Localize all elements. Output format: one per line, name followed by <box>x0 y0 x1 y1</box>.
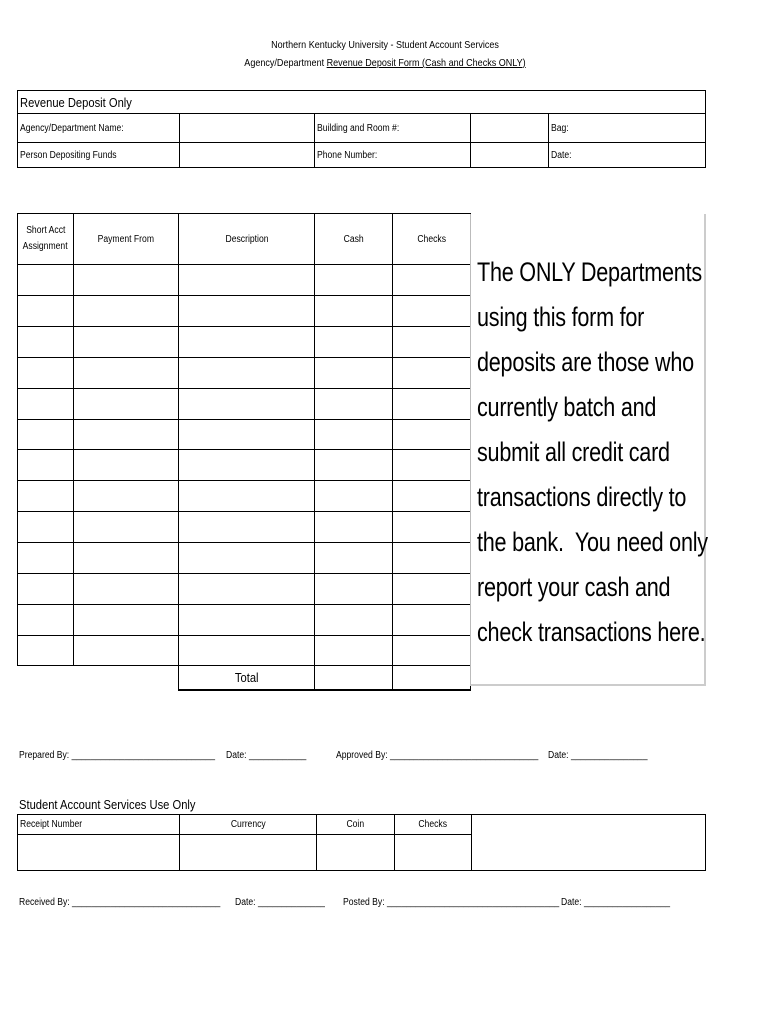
payment-row <box>18 574 471 605</box>
payment-row <box>18 512 471 543</box>
revenue-deposit-title: Revenue Deposit Only <box>20 94 132 110</box>
payment-from-cell[interactable] <box>73 420 178 450</box>
receipt-number-label: Receipt Number <box>20 819 83 830</box>
checks-field[interactable] <box>394 835 472 871</box>
description-cell[interactable] <box>178 636 315 666</box>
payment-from-cell[interactable] <box>73 450 178 481</box>
sas-notes-field[interactable] <box>472 815 706 871</box>
revenue-deposit-table <box>17 90 706 168</box>
short-acct-cell[interactable] <box>18 450 74 481</box>
payment-from-cell[interactable] <box>73 327 178 358</box>
short-acct-cell[interactable] <box>18 389 74 420</box>
col-short-acct-line2: Assignment <box>23 241 68 252</box>
cash-cell[interactable] <box>315 327 393 358</box>
received-date-field[interactable]: Date: ______________ <box>235 897 325 908</box>
short-acct-cell[interactable] <box>18 265 74 296</box>
payment-row <box>18 605 471 636</box>
cash-cell[interactable] <box>315 605 393 636</box>
payment-row <box>18 636 471 666</box>
short-acct-cell[interactable] <box>18 543 74 574</box>
cash-cell[interactable] <box>315 512 393 543</box>
description-cell[interactable] <box>178 389 315 420</box>
payment-from-cell[interactable] <box>73 358 178 389</box>
date-label: Date: <box>551 149 572 161</box>
payment-row <box>18 481 471 512</box>
received-by-field[interactable]: Received By: _______________________________ <box>19 897 221 908</box>
coin-label: Coin <box>346 819 365 830</box>
description-cell[interactable] <box>178 481 315 512</box>
checks-cell[interactable] <box>393 543 471 574</box>
currency-field[interactable] <box>180 835 316 871</box>
instruction-note-line: report your cash and <box>477 572 671 602</box>
instruction-note-line: using this form for <box>477 302 645 332</box>
agency-name-label: Agency/Department Name: <box>20 122 124 134</box>
checks-cell[interactable] <box>393 574 471 605</box>
payment-from-cell[interactable] <box>73 543 178 574</box>
description-cell[interactable] <box>178 265 315 296</box>
description-cell[interactable] <box>178 543 315 574</box>
receipt-number-field[interactable] <box>18 835 180 871</box>
description-cell[interactable] <box>178 574 315 605</box>
cash-cell[interactable] <box>315 358 393 389</box>
instruction-note-line: deposits are those who <box>477 347 694 377</box>
cash-cell[interactable] <box>315 574 393 605</box>
instruction-note-line: the bank. You need only <box>477 527 708 557</box>
bag-field[interactable] <box>549 114 706 143</box>
form-title <box>54 57 716 69</box>
agency-name-field[interactable] <box>180 114 315 143</box>
payment-row <box>18 358 471 389</box>
payments-table <box>17 213 471 691</box>
total-row-spacer <box>18 666 74 690</box>
col-checks: Checks <box>417 233 446 245</box>
short-acct-cell[interactable] <box>18 420 74 450</box>
checks-cell[interactable] <box>393 265 471 296</box>
checks-cell[interactable] <box>393 296 471 327</box>
short-acct-cell[interactable] <box>18 574 74 605</box>
short-acct-cell[interactable] <box>18 636 74 666</box>
coin-field[interactable] <box>316 835 394 871</box>
cash-cell[interactable] <box>315 265 393 296</box>
instruction-note-line: submit all credit card <box>477 437 670 467</box>
bag-label: Bag: <box>551 122 569 134</box>
payment-from-cell[interactable] <box>73 389 178 420</box>
payment-from-cell[interactable] <box>73 481 178 512</box>
sas-title: Student Account Services Use Only <box>19 797 196 812</box>
cash-cell[interactable] <box>315 389 393 420</box>
total-row-spacer <box>73 666 178 690</box>
approved-by-field[interactable]: Approved By: _______________________________ <box>336 750 539 761</box>
total-label: Total <box>234 669 259 685</box>
description-cell[interactable] <box>178 512 315 543</box>
checks-cell[interactable] <box>393 512 471 543</box>
cash-cell[interactable] <box>315 450 393 481</box>
col-description: Description <box>225 233 269 245</box>
checks-cell[interactable] <box>393 450 471 481</box>
checks-cell[interactable] <box>393 420 471 450</box>
date-field[interactable] <box>549 143 706 168</box>
approved-date-field[interactable]: Date: ________________ <box>548 750 648 761</box>
payment-row <box>18 265 471 296</box>
description-cell[interactable] <box>178 296 315 327</box>
short-acct-cell[interactable] <box>18 327 74 358</box>
checks-label: Checks <box>418 819 448 830</box>
description-cell[interactable] <box>178 605 315 636</box>
payment-row <box>18 327 471 358</box>
checks-cell[interactable] <box>393 358 471 389</box>
description-cell[interactable] <box>178 420 315 450</box>
cash-cell[interactable] <box>315 481 393 512</box>
cash-cell[interactable] <box>315 543 393 574</box>
checks-cell[interactable] <box>393 481 471 512</box>
payment-row <box>18 389 471 420</box>
col-payment-from: Payment From <box>97 233 155 245</box>
short-acct-cell[interactable] <box>18 605 74 636</box>
posted-date-field[interactable]: Date: __________________ <box>561 897 671 908</box>
checks-cell[interactable] <box>393 389 471 420</box>
instruction-note-line: currently batch and <box>477 392 657 422</box>
form-title-underlined: Revenue Deposit Form (Cash and Checks ONLY) <box>326 57 526 69</box>
payment-from-cell[interactable] <box>73 574 178 605</box>
phone-label: Phone Number: <box>317 149 378 161</box>
short-acct-cell[interactable] <box>18 481 74 512</box>
checks-cell[interactable] <box>393 327 471 358</box>
total-checks-cell[interactable] <box>393 666 471 690</box>
payment-row <box>18 543 471 574</box>
sas-table <box>17 814 706 871</box>
prepared-date-field[interactable]: Date: ____________ <box>226 750 307 761</box>
payment-from-cell[interactable] <box>73 265 178 296</box>
person-depositing-field[interactable] <box>180 143 315 168</box>
building-room-field[interactable] <box>471 114 549 143</box>
short-acct-cell[interactable] <box>18 358 74 389</box>
payment-from-cell[interactable] <box>73 512 178 543</box>
prepared-by-field[interactable]: Prepared By: ______________________________ <box>19 750 216 761</box>
cash-cell[interactable] <box>315 296 393 327</box>
payment-from-cell[interactable] <box>73 296 178 327</box>
col-short-acct-line1: Short Acct <box>25 225 66 236</box>
description-cell[interactable] <box>178 358 315 389</box>
total-cash-cell[interactable] <box>315 666 393 690</box>
short-acct-cell[interactable] <box>18 512 74 543</box>
description-cell[interactable] <box>178 450 315 481</box>
cash-cell[interactable] <box>315 636 393 666</box>
cash-cell[interactable] <box>315 420 393 450</box>
instruction-note-line: check transactions here. <box>477 617 706 647</box>
payment-from-cell[interactable] <box>73 636 178 666</box>
short-acct-cell[interactable] <box>18 296 74 327</box>
currency-label: Currency <box>230 819 266 830</box>
building-room-label: Building and Room #: <box>317 122 400 134</box>
checks-cell[interactable] <box>393 605 471 636</box>
posted-by-field[interactable]: Posted By: ____________________________________ <box>343 897 560 908</box>
phone-field[interactable] <box>471 143 549 168</box>
instruction-note-line: transactions directly to <box>477 482 687 512</box>
payment-from-cell[interactable] <box>73 605 178 636</box>
payment-row <box>18 296 471 327</box>
total-row <box>18 666 471 690</box>
instruction-note-line: The ONLY Departments <box>477 257 702 287</box>
col-cash: Cash <box>343 233 364 245</box>
person-depositing-label: Person Depositing Funds <box>20 149 117 161</box>
description-cell[interactable] <box>178 327 315 358</box>
instruction-note <box>470 214 706 686</box>
checks-cell[interactable] <box>393 636 471 666</box>
payment-row <box>18 450 471 481</box>
instruction-note-text <box>477 250 708 655</box>
form-title-prefix: Agency/Department <box>244 57 327 69</box>
form-org-title: Northern Kentucky University - Student Account Services <box>271 39 499 51</box>
payment-row <box>18 420 471 450</box>
